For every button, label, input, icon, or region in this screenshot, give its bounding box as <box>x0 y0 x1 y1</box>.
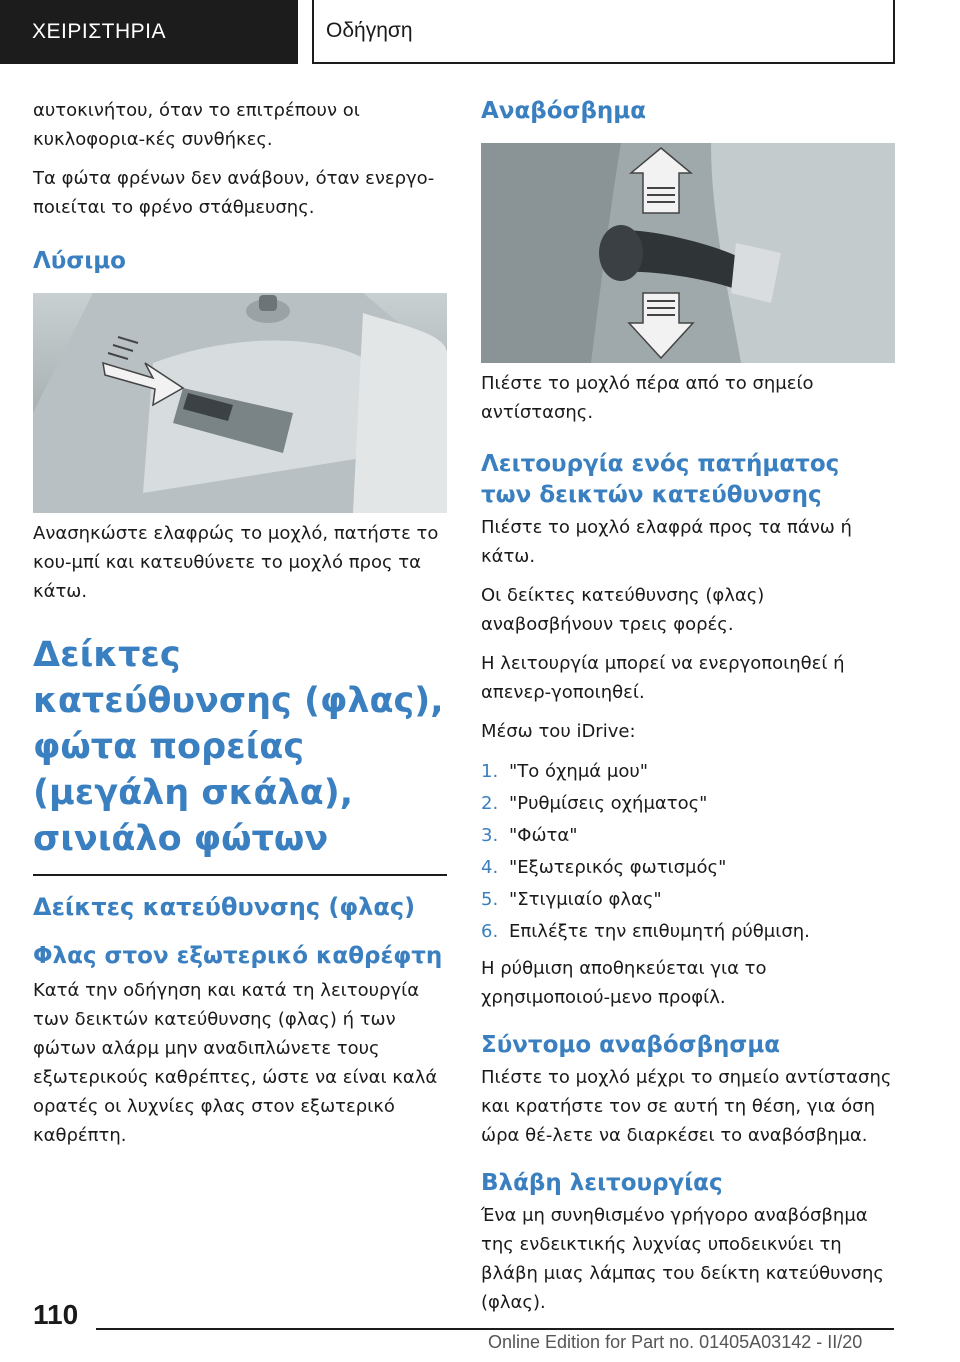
list-item: 1. "Το όχημά μου" <box>481 761 649 782</box>
stalk-figure <box>481 143 895 363</box>
parking-brake-illustration <box>33 293 447 513</box>
one-touch-text: Πιέστε το μοχλό ελαφρά προς τα πάνω ή κάτω. <box>481 517 852 567</box>
left-column <box>33 96 447 1160</box>
flash-text: Πιέστε το μοχλό πέρα από το σημείο αντίστασης. <box>481 373 814 423</box>
short-flash-text: Πιέστε το μοχλό μέχρι το σημείο αντίστασης και κρατήστε τον σε αυτή τη θέση, για όση ώρα θέ-λετε να διαρκέσει το αναβόσβημα. <box>481 1067 892 1146</box>
release-text: Ανασηκώστε ελαφρώς το μοχλό, πατήστε το κου-μπί και κατευθύνετε το μοχλό προς τα κάτω. <box>33 523 439 602</box>
list-item: 4. "Εξωτερικός φωτισμός" <box>481 857 727 878</box>
parking-brake-figure <box>33 293 447 513</box>
intro-paragraph-2: Τα φώτα φρένων δεν ανάβουν, όταν ενεργο-ποιείται το φρένο στάθμευσης. <box>33 168 435 218</box>
mirror-indicators-text: Κατά την οδήγηση και κατά τη λειτουργία των δεικτών κατεύθυνσης (φλας) ή των φώτων αλάρμ μην αναδιπλώνετε τους εξωτερικούς καθρέπτες, ώστε να είναι καλά ορατές οι λυχνίες φλας στον εξωτερικό καθρέπτη. <box>33 980 438 1146</box>
flash-heading: Αναβόσβημα <box>481 98 647 124</box>
mirror-indicators-heading: Φλας στον εξωτερικό καθρέφτη <box>33 943 443 969</box>
footer-rule <box>96 1328 894 1330</box>
chapter-tab: Οδήγηση <box>312 0 895 64</box>
short-flash-heading: Σύντομο αναβόσβησμα <box>481 1032 781 1058</box>
heading-rule <box>33 874 447 876</box>
one-touch-info: Οι δείκτες κατεύθυνσης (φλας) αναβοσβήνουν τρεις φορές. <box>481 585 765 635</box>
fault-heading: Βλάβη λειτουργίας <box>481 1170 723 1196</box>
main-heading: Δείκτες κατεύθυνσης (φλας), φώτα πορείας (μεγάλη σκάλα), σινιάλο φώτων <box>33 635 444 859</box>
via-idrive-text: Μέσω του iDrive: <box>481 721 636 742</box>
list-item: 3. "Φώτα" <box>481 825 578 846</box>
enable-text: Η λειτουργία μπορεί να ενεργοποιηθεί ή απενερ-γοποιηθεί. <box>481 653 845 703</box>
idrive-steps <box>481 756 895 948</box>
right-column <box>481 96 895 1327</box>
page-number: 110 <box>33 1299 79 1330</box>
list-item: 2. "Ρυθμίσεις οχήματος" <box>481 793 708 814</box>
list-item: 5. "Στιγμιαίο φλας" <box>481 889 662 910</box>
saved-text: Η ρύθμιση αποθηκεύεται για το χρησιμοποιού-μενο προφίλ. <box>481 958 767 1008</box>
release-heading: Λύσιμο <box>33 248 126 274</box>
edition-text: Online Edition for Part no. 01405A03142 - II/20 <box>488 1332 863 1352</box>
intro-paragraph-1: αυτοκινήτου, όταν το επιτρέπουν οι κυκλοφορια-κές συνθήκες. <box>33 100 360 150</box>
indicators-heading: Δείκτες κατεύθυνσης (φλας) <box>33 893 416 921</box>
one-touch-heading: Λειτουργία ενός πατήματος των δεικτών κατεύθυνσης <box>481 451 840 508</box>
fault-text: Ένα μη συνηθισμένο γρήγορο αναβόσβημα της ενδεικτικής λυχνίας υποδεικνύει τη βλάβη μιας λάμπας του δείκτη κατεύθυνσης (φλας). <box>481 1205 884 1313</box>
section-tab: ΧΕΙΡΙΣΤΗΡΙΑ <box>0 0 298 64</box>
turn-signal-stalk-illustration <box>481 143 895 363</box>
list-item: 6. Επιλέξτε την επιθυμητή ρύθμιση. <box>481 921 810 942</box>
